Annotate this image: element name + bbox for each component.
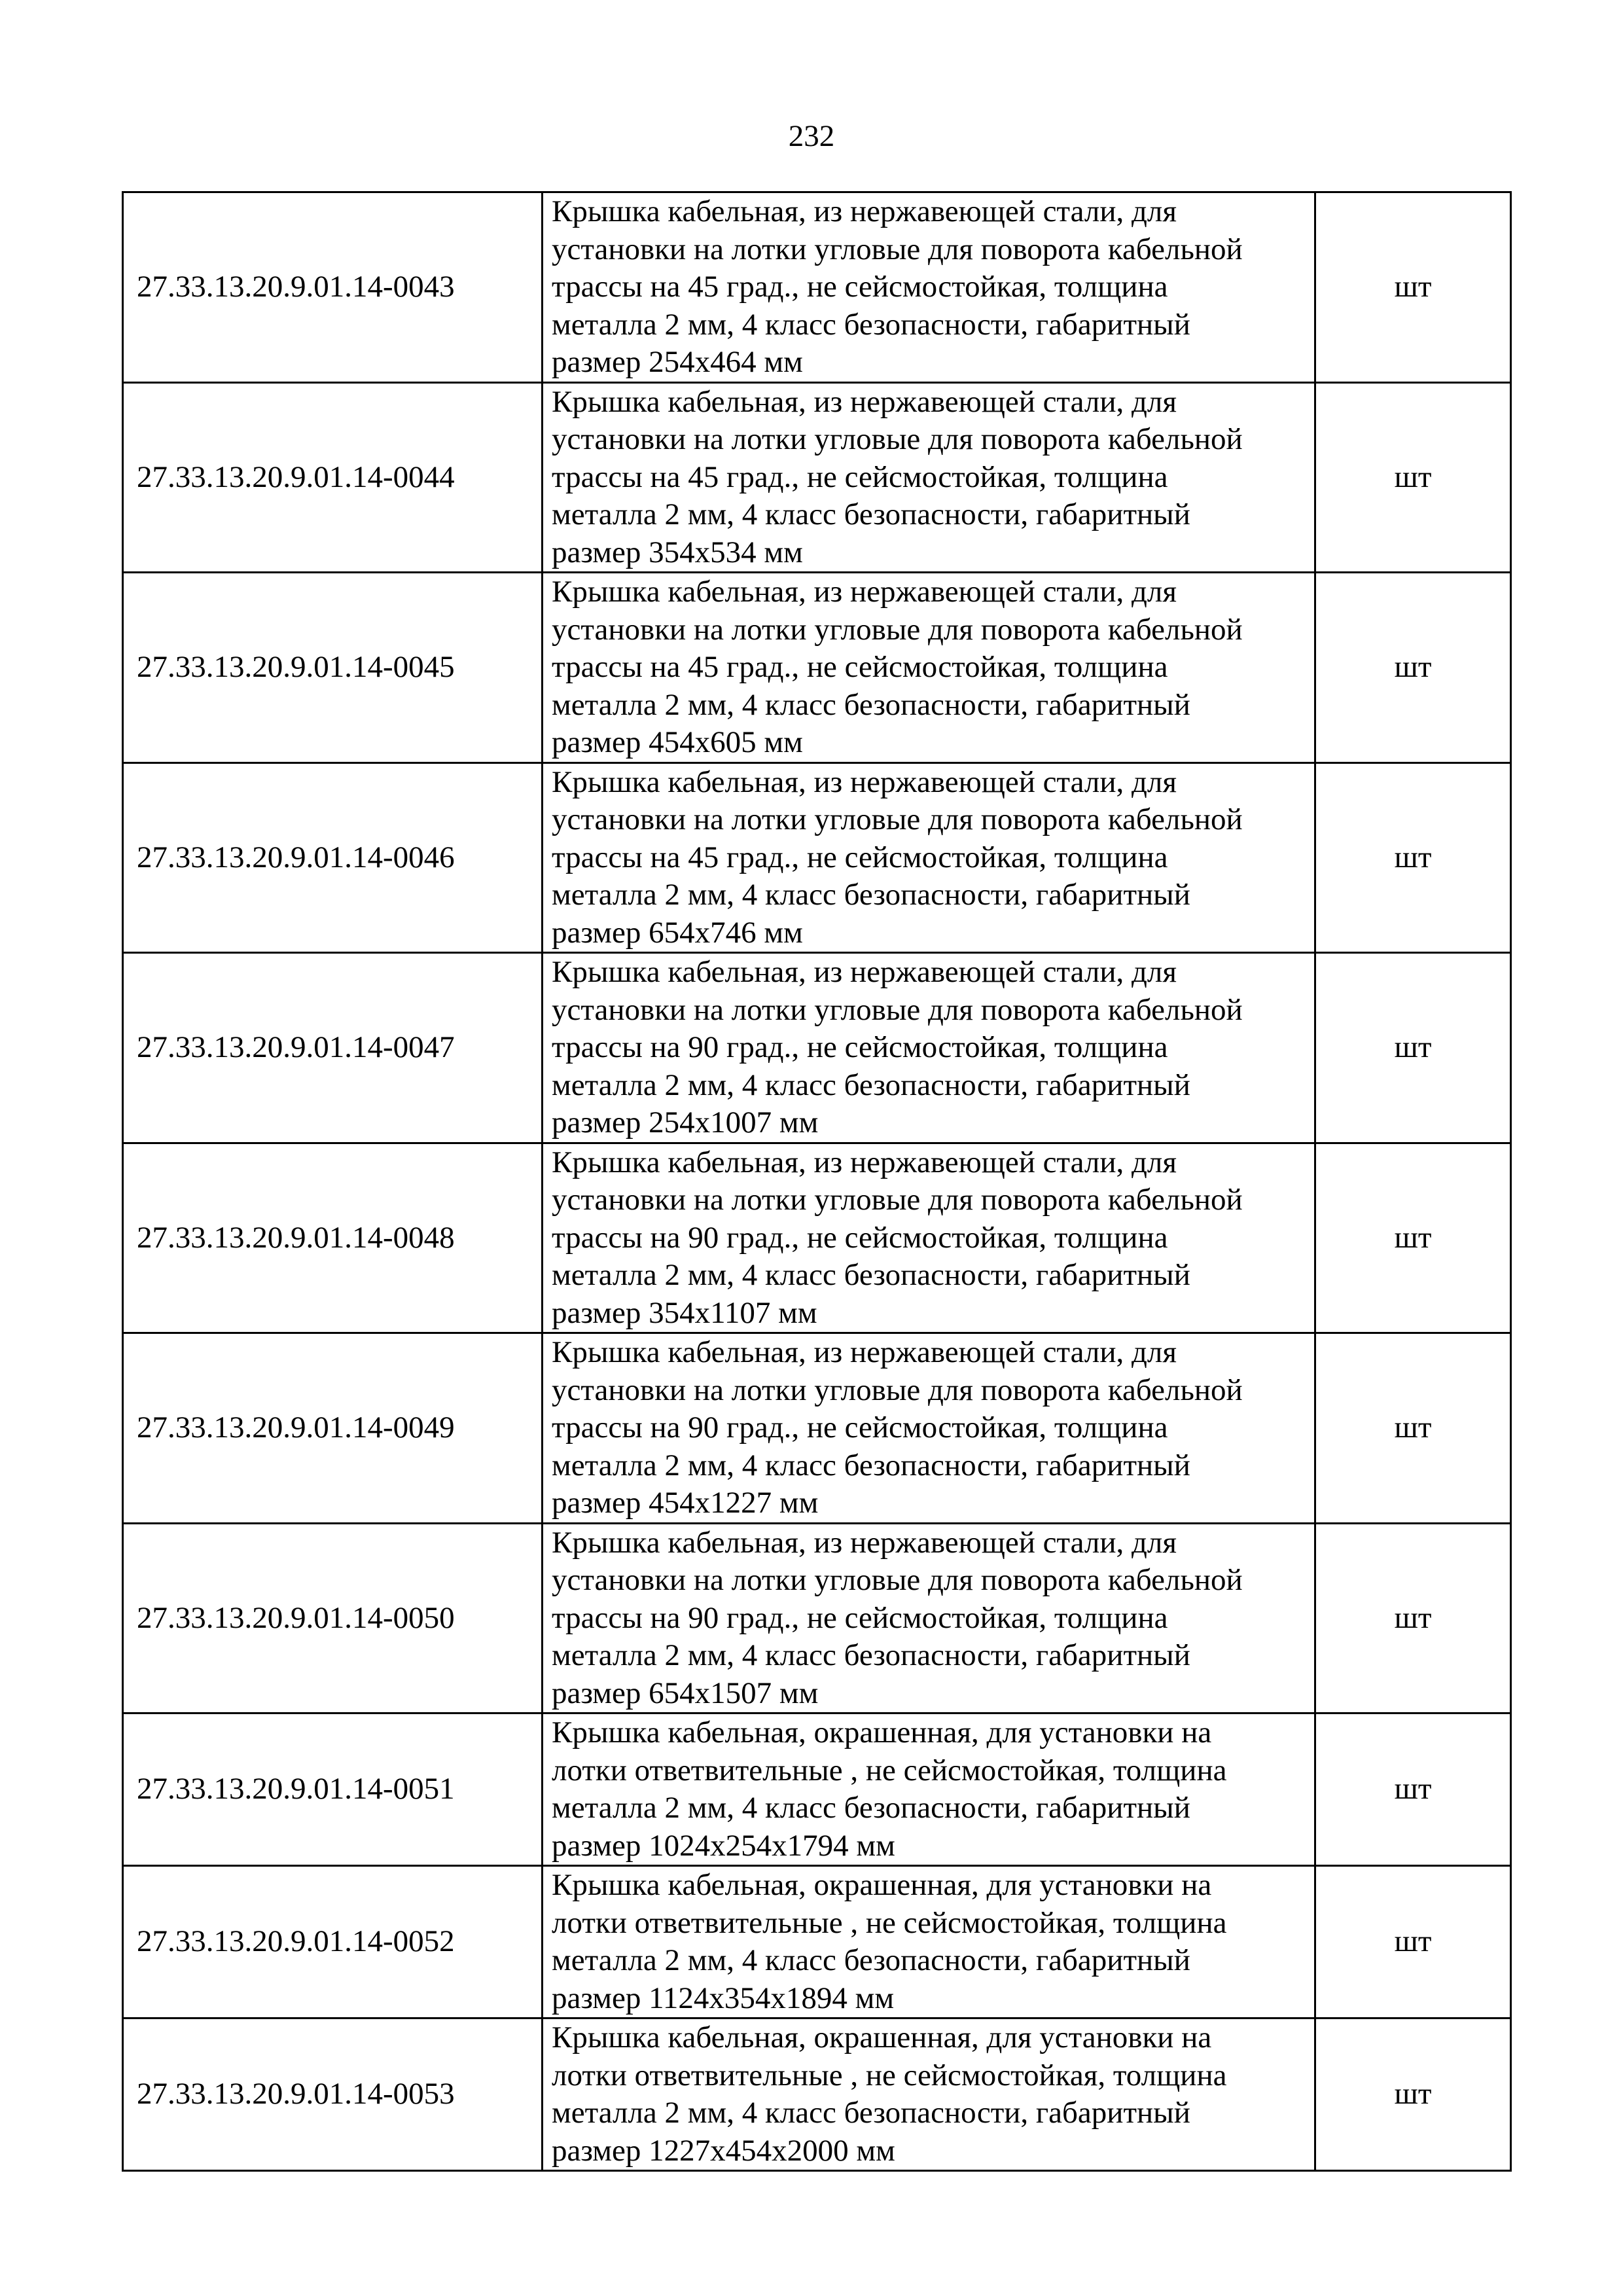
item-description: Крышка кабельная, из нержавеющей стали, для установки на лотки угловые для поворота кабельной трассы на 45 град., не сейсмостойкая, толщина металла 2 мм, 4 класс безопасности, габаритный размер 354х534 мм [543,382,1315,573]
table-row [123,1143,1511,1333]
item-code: 27.33.13.20.9.01.14-0051 [123,1713,543,1866]
item-description: Крышка кабельная, из нержавеющей стали, для установки на лотки угловые для поворота кабельной трассы на 45 град., не сейсмостойкая, толщина металла 2 мм, 4 класс безопасности, габаритный размер 654х746 мм [543,762,1315,953]
table-row [123,1333,1511,1524]
item-code: 27.33.13.20.9.01.14-0047 [123,953,543,1143]
item-unit: шт [1315,1143,1511,1333]
item-description: Крышка кабельная, окрашенная, для установки на лотки ответвительные , не сейсмостойкая, толщина металла 2 мм, 4 класс безопасности, габаритный размер 1024х254х1794 мм [543,1713,1315,1866]
table-row [123,573,1511,763]
item-unit: шт [1315,1523,1511,1713]
table-row [123,1523,1511,1713]
item-code: 27.33.13.20.9.01.14-0053 [123,2018,543,2171]
table-row [123,762,1511,953]
item-unit: шт [1315,1713,1511,1866]
item-unit: шт [1315,192,1511,383]
table-row [123,2018,1511,2171]
item-unit: шт [1315,573,1511,763]
item-code: 27.33.13.20.9.01.14-0049 [123,1333,543,1524]
table-row [123,192,1511,383]
item-description: Крышка кабельная, из нержавеющей стали, для установки на лотки угловые для поворота кабельной трассы на 90 град., не сейсмостойкая, толщина металла 2 мм, 4 класс безопасности, габаритный размер 254х1007 мм [543,953,1315,1143]
item-unit: шт [1315,762,1511,953]
item-description: Крышка кабельная, из нержавеющей стали, для установки на лотки угловые для поворота кабельной трассы на 90 град., не сейсмостойкая, толщина металла 2 мм, 4 класс безопасности, габаритный размер 354х1107 мм [543,1143,1315,1333]
item-code: 27.33.13.20.9.01.14-0052 [123,1866,543,2018]
item-code: 27.33.13.20.9.01.14-0046 [123,762,543,953]
item-code: 27.33.13.20.9.01.14-0050 [123,1523,543,1713]
item-code: 27.33.13.20.9.01.14-0044 [123,382,543,573]
item-description: Крышка кабельная, из нержавеющей стали, для установки на лотки угловые для поворота кабельной трассы на 90 град., не сейсмостойкая, толщина металла 2 мм, 4 класс безопасности, габаритный размер 454х1227 мм [543,1333,1315,1524]
item-unit: шт [1315,382,1511,573]
item-code: 27.33.13.20.9.01.14-0043 [123,192,543,383]
item-description: Крышка кабельная, из нержавеющей стали, для установки на лотки угловые для поворота кабельной трассы на 90 град., не сейсмостойкая, толщина металла 2 мм, 4 класс безопасности, габаритный размер 654х1507 мм [543,1523,1315,1713]
page-number: 232 [788,119,835,153]
table-row [123,953,1511,1143]
table-row [123,382,1511,573]
item-unit: шт [1315,1866,1511,2018]
item-code: 27.33.13.20.9.01.14-0045 [123,573,543,763]
item-unit: шт [1315,2018,1511,2171]
item-description: Крышка кабельная, из нержавеющей стали, для установки на лотки угловые для поворота кабельной трассы на 45 град., не сейсмостойкая, толщина металла 2 мм, 4 класс безопасности, габаритный размер 454х605 мм [543,573,1315,763]
item-description: Крышка кабельная, окрашенная, для установки на лотки ответвительные , не сейсмостойкая, толщина металла 2 мм, 4 класс безопасности, габаритный размер 1227х454х2000 мм [543,2018,1315,2171]
items-table [122,191,1512,2172]
item-unit: шт [1315,1333,1511,1524]
item-description: Крышка кабельная, окрашенная, для установки на лотки ответвительные , не сейсмостойкая, толщина металла 2 мм, 4 класс безопасности, габаритный размер 1124х354х1894 мм [543,1866,1315,2018]
item-description: Крышка кабельная, из нержавеющей стали, для установки на лотки угловые для поворота кабельной трассы на 45 град., не сейсмостойкая, толщина металла 2 мм, 4 класс безопасности, габаритный размер 254х464 мм [543,192,1315,383]
table-row [123,1866,1511,2018]
item-code: 27.33.13.20.9.01.14-0048 [123,1143,543,1333]
item-unit: шт [1315,953,1511,1143]
table-row [123,1713,1511,1866]
